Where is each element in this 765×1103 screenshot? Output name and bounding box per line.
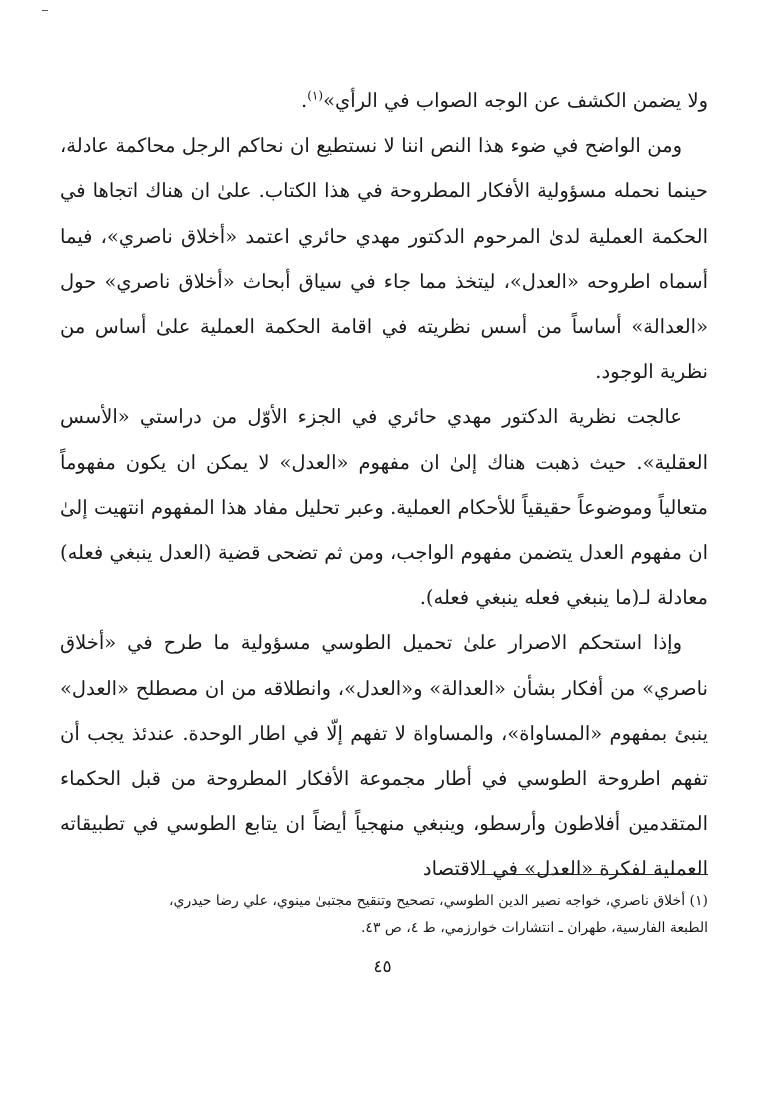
paragraph-1-text: ولا يضمن الكشف عن الوجه الصواب في الرأي» bbox=[323, 89, 708, 112]
scan-mark bbox=[42, 10, 48, 11]
paragraph-1 bbox=[60, 78, 708, 123]
footnote bbox=[44, 888, 708, 942]
footnote-line-2: الطبعة الفارسية، طهران ـ انتشارات خوارزمي، ط ٤، ص ٤٣. bbox=[360, 920, 708, 936]
footnote-line-1: (١) أخلاق ناصري، خواجه نصير الدين الطوسي، تصحيح وتنقيح مجتبىٰ مينوي، علي رضا حيدري، bbox=[168, 893, 708, 909]
paragraph-1-tail: . bbox=[301, 89, 308, 112]
paragraph-4: وإذا استحكم الاصرار علىٰ تحميل الطوسي مسؤولية ما طرح في «أخلاق ناصري» من أفكار بشأن «العدالة» و«العدل»، وانطلاقه من ان مصطلح «العدل» ينبئ بمفهوم «المساواة»، والمساواة لا تفهم إلّا في اطار الوحدة. عندئذ يجب أن تفهم اطروحة الطوسي في أطار مجموعة الأفكار المطروحة من قبل الحكماء المتقدمين أفلاطون وأرسطو، وينبغي منهجياً أيضاً ان يتابع الطوسي في تطبيقاته العملية لفكرة «العدل» في الاقتصاد bbox=[60, 631, 708, 881]
page-number: ٤٥ bbox=[373, 957, 392, 977]
paragraph-2: ومن الواضح في ضوء هذا النص اننا لا نستطيع ان نحاكم الرجل محاكمة عادلة، حينما نحمله مسؤولية الأفكار المطروحة في هذا الكتاب. علىٰ ان هناك اتجاها في الحكمة العملية لدىٰ المرحوم الدكتور مهدي حائري اعتمد «أخلاق ناصري»، فيما أسماه اطروحه «العدل»، ليتخذ مما جاء في سياق أبحاث «أخلاق ناصري» حول «العدالة» أساساً من أسس نظريته في اقامة الحكمة العملية علىٰ أساس من نظرية الوجود. bbox=[60, 134, 708, 384]
footnote-reference: (١) bbox=[307, 88, 324, 103]
footnote-separator bbox=[478, 874, 708, 875]
paragraph-3: عالجت نظرية الدكتور مهدي حائري في الجزء الأوّل من دراستي «الأسس العقلية». حيث ذهبت هناك إلىٰ ان مفهوم «العدل» لا يمكن ان يكون مفهوماً متعالياً وموضوعاً حقيقياً للأحكام العملية. وعبر تحليل مفاد هذا المفهوم انتهيت إلىٰ ان مفهوم العدل يتضمن مفهوم الواجب، ومن ثم تضحى قضية (العدل ينبغي فعله) معادلة لـ(ما ينبغي فعله ينبغي فعله). bbox=[60, 405, 708, 610]
main-text bbox=[60, 78, 708, 892]
